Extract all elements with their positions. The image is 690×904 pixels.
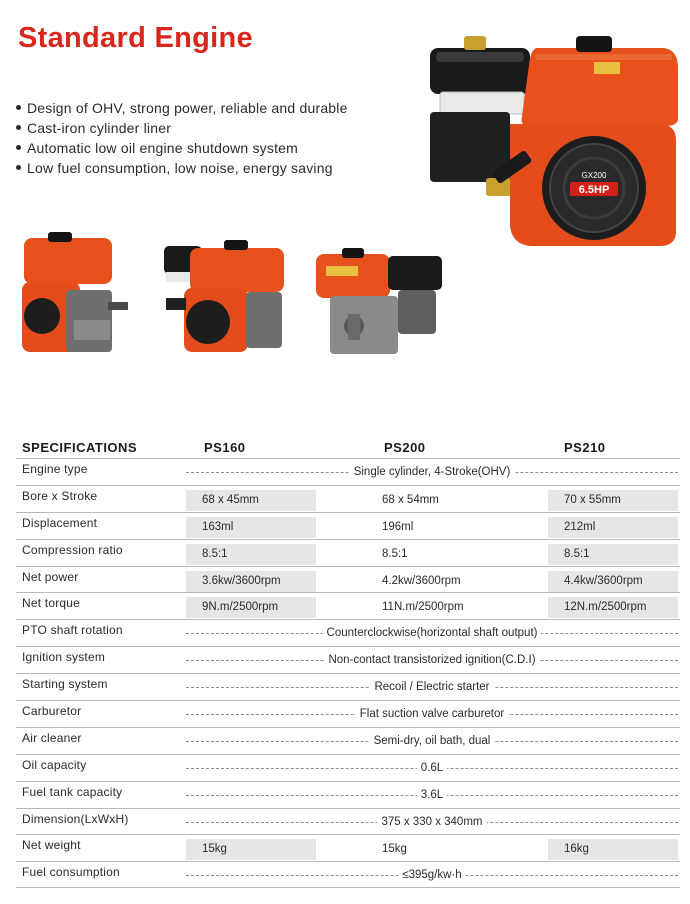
spec-row-compression-ratio [16, 539, 680, 566]
bullet-icon [16, 105, 21, 110]
spec-label: Compression ratio [22, 542, 123, 557]
spec-value: Flat suction valve carburetor [356, 708, 508, 720]
spec-value-ps160: 15kg [186, 839, 316, 860]
spec-value-ps160: 163ml [186, 517, 316, 538]
spec-header-label: SPECIFICATIONS [22, 440, 138, 455]
spec-value-ps210: 8.5:1 [548, 544, 678, 565]
bullet-icon [16, 165, 21, 170]
spec-row-net-torque [16, 592, 680, 619]
spec-label: PTO shaft rotation [22, 623, 123, 638]
feature-item: Automatic low oil engine shutdown system [16, 138, 348, 158]
spec-value-ps210: 12N.m/2500rpm [548, 597, 678, 618]
spec-value: Non-contact transistorized ignition(C.D.I) [324, 654, 539, 666]
spec-value-ps210: 4.4kw/3600rpm [548, 571, 678, 592]
spec-row-engine-type [16, 458, 680, 485]
bullet-icon [16, 145, 21, 150]
spec-label: Carburetor [22, 704, 82, 719]
spec-value: 3.6L [417, 789, 447, 801]
spec-value-ps160: 68 x 45mm [186, 490, 316, 511]
spec-value: 0.6L [417, 762, 447, 774]
spec-table [16, 436, 680, 888]
spec-row-starting [16, 673, 680, 700]
spec-value-ps210: 16kg [548, 839, 678, 860]
spec-label: Engine type [22, 462, 88, 476]
feature-item: Design of OHV, strong power, reliable and durable [16, 98, 348, 118]
spec-label: Net torque [22, 596, 81, 611]
spec-label: Air cleaner [22, 730, 82, 745]
model-label: GX200 [581, 171, 607, 180]
page-title: Standard Engine [18, 22, 253, 54]
spec-value-ps160: 8.5:1 [186, 544, 316, 565]
engine-photo-angle [162, 238, 286, 356]
feature-item: Low fuel consumption, low noise, energy saving [16, 158, 348, 178]
spec-value: ≤395g/kw·h [398, 869, 465, 881]
spec-label: Net weight [22, 838, 81, 853]
spec-label: Starting system [22, 677, 108, 692]
power-label: 6.5HP [578, 184, 610, 196]
spec-row-fuel-consumption [16, 861, 680, 888]
spec-row-ignition [16, 646, 680, 673]
model-ps160: PS160 [204, 440, 246, 455]
spec-row-pto-shaft [16, 619, 680, 646]
feature-item: Cast-iron cylinder liner [16, 118, 348, 138]
engine-photo-rear [314, 246, 444, 358]
spec-row-air-cleaner [16, 727, 680, 754]
spec-row-displacement [16, 512, 680, 539]
spec-value: 375 x 330 x 340mm [377, 816, 486, 828]
bullet-icon [16, 125, 21, 130]
spec-row-carburetor [16, 700, 680, 727]
spec-row-fuel-tank [16, 781, 680, 808]
spec-value-ps200: 8.5:1 [382, 547, 408, 560]
spec-value-ps200: 196ml [382, 520, 414, 533]
spec-value-ps200: 68 x 54mm [382, 493, 439, 506]
spec-label: Net power [22, 569, 79, 584]
spec-label: Bore x Stroke [22, 488, 98, 503]
spec-label: Ignition system [22, 650, 106, 665]
spec-value-ps200: 11N.m/2500rpm [382, 601, 464, 614]
spec-label: Fuel consumption [22, 865, 120, 880]
spec-value-ps210: 212ml [548, 517, 678, 538]
model-ps210: PS210 [564, 440, 606, 455]
spec-value: Semi-dry, oil bath, dual [370, 735, 495, 747]
spec-value: Single cylinder, 4-Stroke(OHV) [350, 466, 515, 478]
spec-label: Fuel tank capacity [22, 784, 123, 799]
spec-row-net-power [16, 566, 680, 593]
spec-row-bore-stroke [16, 485, 680, 512]
spec-value-ps200: 15kg [382, 843, 407, 856]
engine-photo-side [16, 230, 130, 358]
spec-value-ps160: 3.6kw/3600rpm [186, 571, 316, 592]
spec-row-net-weight [16, 834, 680, 861]
spec-value: Counterclockwise(horizontal shaft output) [323, 627, 542, 639]
spec-header [16, 436, 680, 458]
main-engine-photo [426, 28, 684, 250]
feature-list [16, 98, 348, 178]
spec-label: Dimension(LxWxH) [22, 811, 129, 826]
spec-label: Oil capacity [22, 757, 87, 772]
spec-row-dimension [16, 808, 680, 835]
spec-value: Recoil / Electric starter [370, 681, 493, 693]
spec-row-oil-capacity [16, 754, 680, 781]
spec-value-ps210: 70 x 55mm [548, 490, 678, 511]
spec-value-ps160: 9N.m/2500rpm [186, 597, 316, 618]
spec-value-ps200: 4.2kw/3600rpm [382, 574, 461, 587]
spec-label: Displacement [22, 515, 98, 530]
model-ps200: PS200 [384, 440, 426, 455]
